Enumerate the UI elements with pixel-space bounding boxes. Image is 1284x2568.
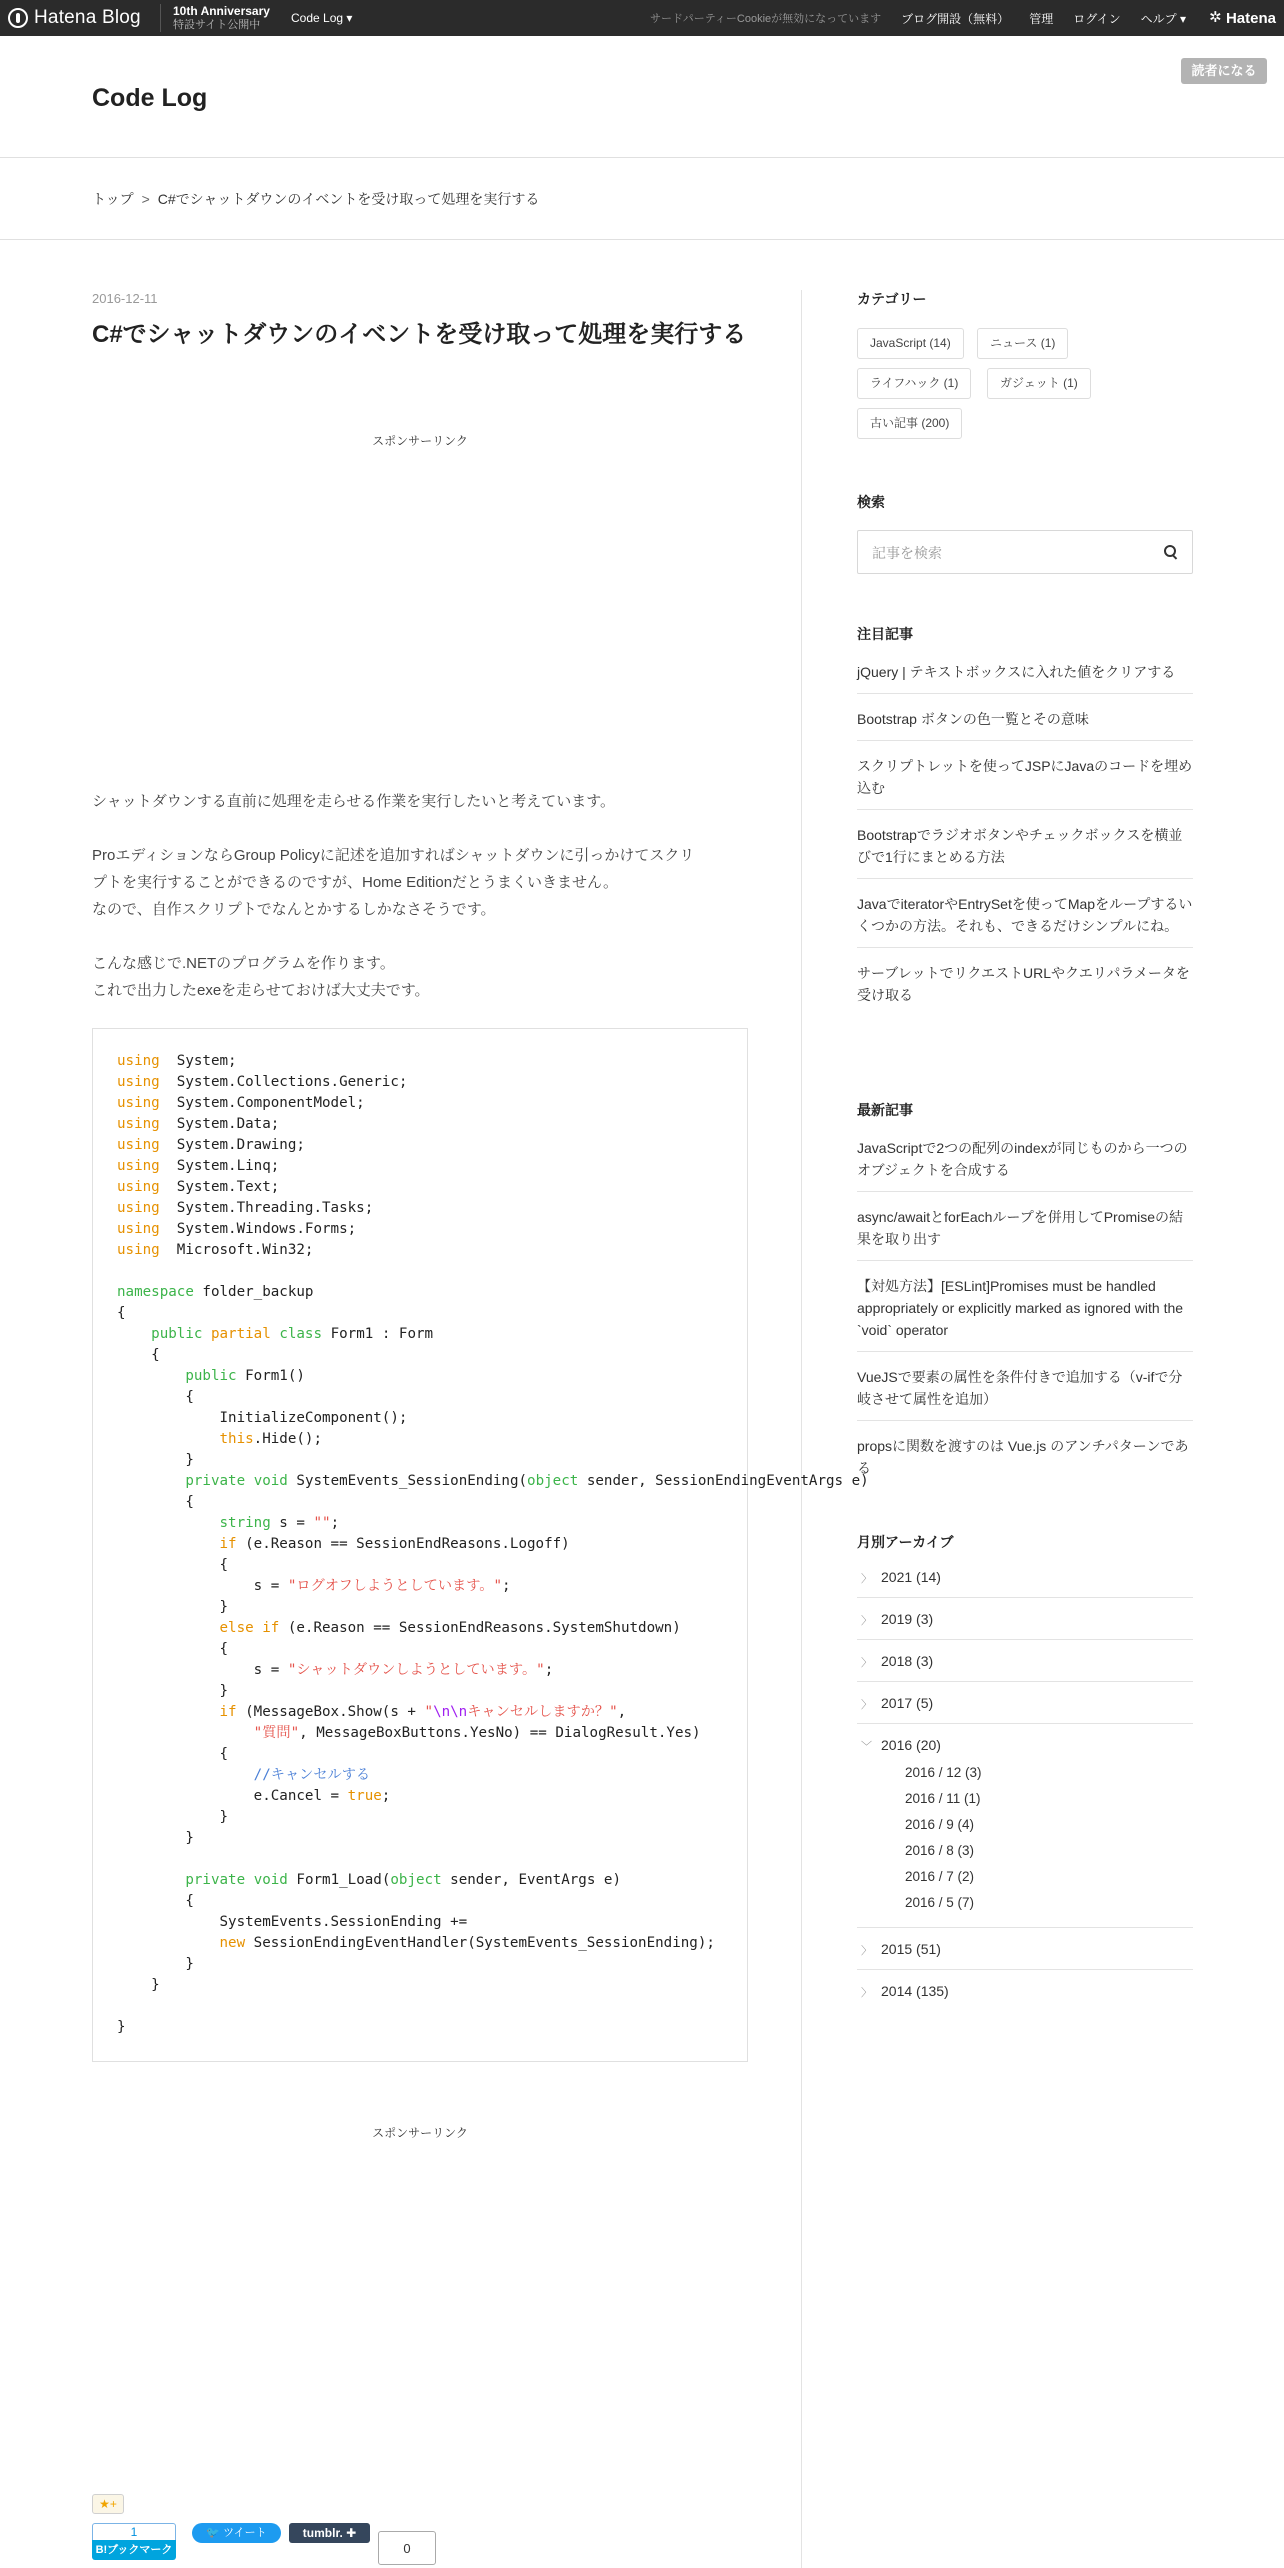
code-token (245, 1872, 254, 1888)
code-line (117, 2017, 747, 2038)
recent-list (857, 1123, 1193, 1489)
code-token: "シャットダウンしようとしています。" (287, 1662, 545, 1678)
code-line (117, 1597, 747, 1618)
code-line (117, 1555, 747, 1576)
code-line (117, 1723, 747, 1744)
code-token: using (117, 1095, 160, 1111)
pocket-count[interactable]: 0 (378, 2531, 436, 2565)
recent-item[interactable]: VueJSで要素の属性を条件付きで追加する（v-ifで分岐させて属性を追加） (857, 1352, 1193, 1421)
code-token (117, 1431, 220, 1447)
featured-item[interactable]: サーブレットでリクエストURLやクエリパラメータを受け取る (857, 965, 1190, 1003)
column-divider (801, 290, 802, 2568)
code-token: //キャンセルする (253, 1767, 371, 1783)
code-line (117, 1345, 747, 1366)
code-token (117, 1515, 220, 1531)
code-token: using (117, 1179, 160, 1195)
code-line (117, 1366, 747, 1387)
tweet-label: ツイート (223, 2527, 267, 2539)
code-line (117, 1933, 747, 1954)
code-token: { (117, 1641, 229, 1657)
code-line (117, 1534, 747, 1555)
paragraph-line: こんな感じで.NETのプログラムを作ります。 (92, 955, 395, 972)
code-token: using (117, 1074, 160, 1090)
featured-item[interactable]: JavaでiteratorやEntrySetを使ってMapをループするいくつかの方法。それも、できるだけシンプルにね。 (857, 879, 1193, 948)
category-tag[interactable]: ガジェット (1) (987, 368, 1091, 399)
code-token: { (117, 1305, 126, 1321)
code-token: " (424, 1704, 434, 1720)
code-token: this (219, 1431, 254, 1447)
code-token: { (117, 1389, 194, 1405)
anniversary-subtitle: 特設サイト公開中 (173, 19, 261, 31)
code-token: ; (544, 1662, 554, 1678)
archive-month[interactable]: 2016 / 9 (4) (905, 1817, 975, 1832)
archive-year-label: 2021 (14) (881, 1569, 941, 1585)
code-token (117, 1368, 185, 1384)
code-line (117, 1744, 747, 1765)
code-token: string (219, 1515, 271, 1531)
code-token: public (185, 1368, 237, 1384)
blog-header (0, 36, 1284, 158)
bookmark-count[interactable]: 1 (92, 2523, 176, 2541)
code-token: (MessageBox.Show(s + (236, 1704, 425, 1720)
code-token (117, 1725, 254, 1741)
code-token: using (117, 1242, 160, 1258)
code-token: public (151, 1326, 203, 1342)
code-token: if (219, 1536, 237, 1552)
archive-year[interactable] (857, 1682, 1193, 1724)
code-token: { (117, 1494, 194, 1510)
archive-year[interactable] (857, 1928, 1193, 1970)
archive-year-label: 2018 (3) (881, 1653, 934, 1669)
tweet-button[interactable] (192, 2523, 281, 2543)
blog-title[interactable]: Code Log (92, 84, 208, 112)
hatena-blog-logo[interactable] (8, 7, 141, 29)
paragraph-line: プトを実行することができるのですが、Home Editionだとうまくいきません。 (92, 874, 618, 891)
sponsor-label-top: スポンサーリンク (372, 434, 468, 448)
code-line (117, 1828, 747, 1849)
code-token: System.Threading.Tasks; (159, 1200, 374, 1216)
archive-title: 月別アーカイブ (857, 1534, 954, 1550)
code-token: e.Cancel = (117, 1788, 348, 1804)
code-token: using (117, 1137, 160, 1153)
logo-text: Hatena Blog (34, 7, 141, 28)
code-token (117, 1536, 220, 1552)
code-line (117, 1219, 747, 1240)
code-line (117, 1765, 747, 1786)
code-token: (e.Reason == SessionEndReasons.SystemShutdown) (279, 1620, 681, 1636)
code-line (117, 1471, 869, 1492)
code-token: SessionEndingEventHandler(SystemEvents_SessionEnding); (245, 1935, 715, 1951)
search-input[interactable] (870, 542, 1150, 564)
hatena-bookmark-button[interactable]: B!ブックマーク (92, 2540, 176, 2560)
code-token: { (117, 1557, 229, 1573)
code-line (117, 1429, 747, 1450)
code-token: } (117, 1452, 194, 1468)
archive-year-label: 2019 (3) (881, 1611, 934, 1627)
featured-item[interactable]: jQuery | テキストボックスに入れた値をクリアする (857, 647, 1193, 694)
code-token: System.Drawing; (159, 1137, 305, 1153)
chevron-right-icon: 〉 (861, 1945, 872, 1957)
code-line (117, 1681, 747, 1702)
search-icon[interactable] (1164, 545, 1178, 559)
featured-title: 注目記事 (857, 626, 913, 642)
code-token: using (117, 1158, 160, 1174)
chevron-down-icon: ﹀ (861, 1741, 872, 1753)
code-line (117, 1114, 747, 1135)
chevron-right-icon: 〉 (861, 1573, 872, 1585)
code-token: folder_backup (193, 1284, 314, 1300)
hatena-logo-icon (8, 8, 28, 28)
code-line (117, 1303, 747, 1324)
code-token: } (117, 1830, 194, 1846)
code-line (117, 1282, 747, 1303)
code-token: sender, EventArgs e) (441, 1872, 621, 1888)
code-token: Microsoft.Win32; (159, 1242, 314, 1258)
code-line (117, 1408, 747, 1429)
code-line (117, 1177, 747, 1198)
code-token: } (117, 1956, 194, 1972)
code-token: System.Windows.Forms; (159, 1221, 357, 1237)
anniversary-title: 10th Anniversary (173, 4, 270, 18)
code-line (117, 1786, 747, 1807)
code-token: ; (502, 1578, 511, 1594)
code-line (117, 1891, 747, 1912)
code-token: { (117, 1746, 229, 1762)
code-block[interactable] (92, 1028, 869, 2062)
code-line (117, 1324, 747, 1345)
code-token: Form1 : Form (322, 1326, 434, 1342)
featured-item[interactable]: Bootstrapでラジオボタンやチェックボックスを横並びで1行にまとめる方法 (857, 810, 1193, 879)
hatena-star-icon (1210, 12, 1222, 24)
cookie-notice[interactable]: サードパーティーCookieが無効になっています (650, 13, 882, 25)
code-line (117, 1996, 747, 2017)
code-token: s = (270, 1515, 314, 1531)
breadcrumb (92, 189, 539, 209)
archive-month[interactable]: 2016 / 8 (3) (905, 1843, 975, 1858)
code-token (117, 1326, 151, 1342)
blog-menu-dropdown[interactable]: Code Log ▾ (291, 11, 353, 25)
code-token: object (390, 1872, 442, 1888)
code-token: private (185, 1872, 246, 1888)
code-line (117, 1198, 747, 1219)
paragraph-line: これで出力したexeを走らせておけば大丈夫です。 (92, 982, 430, 999)
code-token: } (117, 1977, 160, 1993)
code-token: { (117, 1347, 160, 1363)
code-token: System.Data; (159, 1116, 280, 1132)
code-token: { (117, 1893, 194, 1909)
code-line (117, 1702, 747, 1723)
archive-year[interactable] (857, 1970, 1193, 2011)
code-token: キャンセルしますか？" (467, 1704, 618, 1720)
code-line (117, 1135, 747, 1156)
featured-item[interactable]: Bootstrap ボタンの色一覧とその意味 (857, 694, 1193, 741)
code-line (117, 1450, 747, 1471)
code-line (117, 1639, 747, 1660)
featured-list (857, 647, 1193, 1016)
entry-title[interactable]: C#でシャットダウンのイベントを受け取って処理を実行する (92, 321, 747, 348)
code-token: System; (159, 1053, 237, 1069)
code-token: partial (210, 1326, 271, 1342)
code-token: , MessageBoxButtons.YesNo) == DialogResult.Yes) (299, 1725, 701, 1741)
admin-link[interactable]: 管理 (1029, 11, 1054, 26)
archive-year[interactable] (857, 1556, 1193, 1598)
code-line (117, 1261, 747, 1282)
code-line (117, 1093, 747, 1114)
code-token (117, 1872, 185, 1888)
chevron-right-icon: 〉 (861, 1615, 872, 1627)
hatena-label: Hatena (1225, 9, 1276, 27)
paragraph-1 (92, 788, 748, 815)
code-token: .Hide(); (253, 1431, 323, 1447)
code-token: Form1() (236, 1368, 305, 1384)
category-tag[interactable]: ライフハック (1) (857, 368, 971, 399)
code-token: new (219, 1935, 246, 1951)
category-tag[interactable]: ニュース (1) (977, 328, 1068, 359)
code-line (117, 1870, 747, 1891)
code-line (117, 1051, 747, 1072)
recent-title: 最新記事 (857, 1102, 913, 1118)
code-token: Form1_Load( (287, 1872, 391, 1888)
archive-months (857, 1760, 1193, 1916)
add-star-button[interactable]: ★+ (92, 2494, 124, 2514)
code-line (117, 1513, 747, 1534)
code-line (117, 1975, 747, 1996)
code-token: class (279, 1326, 323, 1342)
code-line (117, 1492, 747, 1513)
code-line (117, 1576, 747, 1597)
code-token (245, 1473, 254, 1489)
code-token: } (117, 2019, 126, 2035)
code-line (117, 1954, 747, 1975)
code-token (202, 1326, 211, 1342)
breadcrumb-bar (0, 158, 1284, 240)
open-blog-link[interactable]: ブログ開設（無料） (901, 11, 1010, 26)
archive-year-label: 2017 (5) (881, 1695, 934, 1711)
help-menu[interactable]: ヘルプ ▾ (1140, 11, 1186, 26)
code-token: if (219, 1704, 237, 1720)
chevron-right-icon: 〉 (861, 1699, 872, 1711)
code-token: \n\n (433, 1704, 468, 1720)
code-token: InitializeComponent(); (117, 1410, 408, 1426)
login-link[interactable]: ログイン (1073, 11, 1121, 26)
code-token: object (527, 1473, 579, 1489)
archive-month[interactable]: 2016 / 11 (1) (905, 1791, 981, 1806)
featured-item[interactable]: スクリプトレットを使ってJSPにJavaのコードを埋め込む (857, 741, 1193, 810)
archive-year[interactable] (857, 1640, 1193, 1682)
code-token: "ログオフしようとしています。" (287, 1578, 502, 1594)
archive-year-label: 2014 (135) (881, 1983, 949, 1999)
code-line (117, 1240, 747, 1261)
code-token: s = (117, 1578, 288, 1594)
code-line (117, 1849, 747, 1870)
code-token (117, 1767, 254, 1783)
code-token: System.Linq; (159, 1158, 280, 1174)
code-token: using (117, 1116, 160, 1132)
hatena-link[interactable] (1210, 10, 1276, 27)
entry-date[interactable]: 2016-12-11 (92, 291, 158, 306)
archive-list (857, 1556, 1193, 2011)
recent-item[interactable]: propsに関数を渡すのは Vue.js のアンチパターンである (857, 1438, 1189, 1476)
tumblr-button[interactable]: tumblr. ✚ (289, 2523, 370, 2543)
code-token: SystemEvents_SessionEnding( (287, 1473, 528, 1489)
category-tag[interactable]: 古い記事 (200) (857, 408, 962, 439)
archive-year-label: 2015 (51) (881, 1941, 941, 1957)
code-line (117, 1156, 747, 1177)
subscribe-button[interactable]: 読者になる (1181, 58, 1267, 84)
code-line (117, 1660, 747, 1681)
code-token: ; (330, 1515, 340, 1531)
code-token: } (117, 1683, 229, 1699)
code-token (117, 1935, 220, 1951)
code-token: private (185, 1473, 246, 1489)
code-token: using (117, 1200, 160, 1216)
archive-month[interactable]: 2016 / 5 (7) (905, 1895, 975, 1910)
code-token: System.ComponentModel; (159, 1095, 365, 1111)
twitter-bird-icon: 🐦 (206, 2527, 224, 2539)
chevron-right-icon: 〉 (861, 1657, 872, 1669)
code-token (254, 1620, 263, 1636)
archive-month[interactable]: 2016 / 7 (2) (905, 1869, 975, 1884)
search-box (857, 530, 1193, 574)
recent-item[interactable]: 【対処方法】[ESLint]Promises must be handled appropriately or explicitly marked as ignored with the `void` operator (857, 1261, 1193, 1352)
code-token: "" (313, 1515, 331, 1531)
code-line (117, 1072, 747, 1093)
header-right (650, 0, 1276, 36)
recent-item[interactable]: JavaScriptで2つの配列のindexが同じものから一つのオブジェクトを合成する (857, 1123, 1193, 1192)
global-header (0, 0, 1284, 36)
code-token: using (117, 1053, 160, 1069)
paragraph-2 (92, 842, 748, 923)
code-token: System.Collections.Generic; (159, 1074, 408, 1090)
code-line (117, 1387, 747, 1408)
archive-month[interactable]: 2016 / 12 (3) (905, 1765, 982, 1780)
code-token: using (117, 1221, 160, 1237)
code-token: void (253, 1872, 288, 1888)
code-token: if (262, 1620, 280, 1636)
code-token: (e.Reason == SessionEndReasons.Logoff) (236, 1536, 570, 1552)
archive-year-label: 2016 (20) (881, 1737, 941, 1753)
paragraph-line: ProエディションならGroup Policyに記述を追加すればシャットダウンに引っかけてスクリ (92, 847, 695, 864)
code-token: void (253, 1473, 288, 1489)
archive-year-expanded[interactable] (857, 1724, 1193, 1928)
code-token: System.Text; (159, 1179, 280, 1195)
sponsor-label-bottom: スポンサーリンク (372, 2126, 468, 2140)
breadcrumb-current: C#でシャットダウンのイベントを受け取って処理を実行する (157, 191, 540, 207)
paragraph-line: なので、自作スクリプトでなんとかするしかなさそうです。 (92, 901, 496, 918)
code-token: , (617, 1704, 627, 1720)
code-line (117, 1912, 747, 1933)
code-token (117, 1620, 220, 1636)
categories-title: カテゴリー (857, 291, 927, 307)
code-token: SystemEvents.SessionEnding += (117, 1914, 468, 1930)
code-token: s = (117, 1662, 288, 1678)
category-tag[interactable]: JavaScript (14) (857, 328, 964, 359)
code-token: sender, SessionEndingEventArgs e) (578, 1473, 869, 1489)
code-token: } (117, 1599, 229, 1615)
code-token: "質問" (253, 1725, 300, 1741)
code-token (117, 1704, 220, 1720)
paragraph-3 (92, 950, 748, 1004)
code-line (117, 1618, 747, 1639)
code-token: ; (381, 1788, 391, 1804)
paragraph-line: シャットダウンする直前に処理を走らせる作業を実行したいと考えています。 (92, 793, 616, 810)
recent-item[interactable]: async/awaitとforEachループを併用してPromiseの結果を取り出す (857, 1192, 1193, 1261)
search-title: 検索 (857, 494, 885, 510)
breadcrumb-separator: > (141, 191, 150, 207)
code-token: namespace (117, 1284, 194, 1300)
code-token (117, 1473, 185, 1489)
code-token: true (347, 1788, 382, 1804)
code-line (117, 1807, 747, 1828)
archive-year[interactable] (857, 1598, 1193, 1640)
breadcrumb-home[interactable]: トップ (92, 191, 134, 207)
anniversary-banner[interactable] (160, 4, 270, 32)
code-token: else (219, 1620, 254, 1636)
code-token: } (117, 1809, 229, 1825)
chevron-right-icon: 〉 (861, 1987, 872, 1999)
